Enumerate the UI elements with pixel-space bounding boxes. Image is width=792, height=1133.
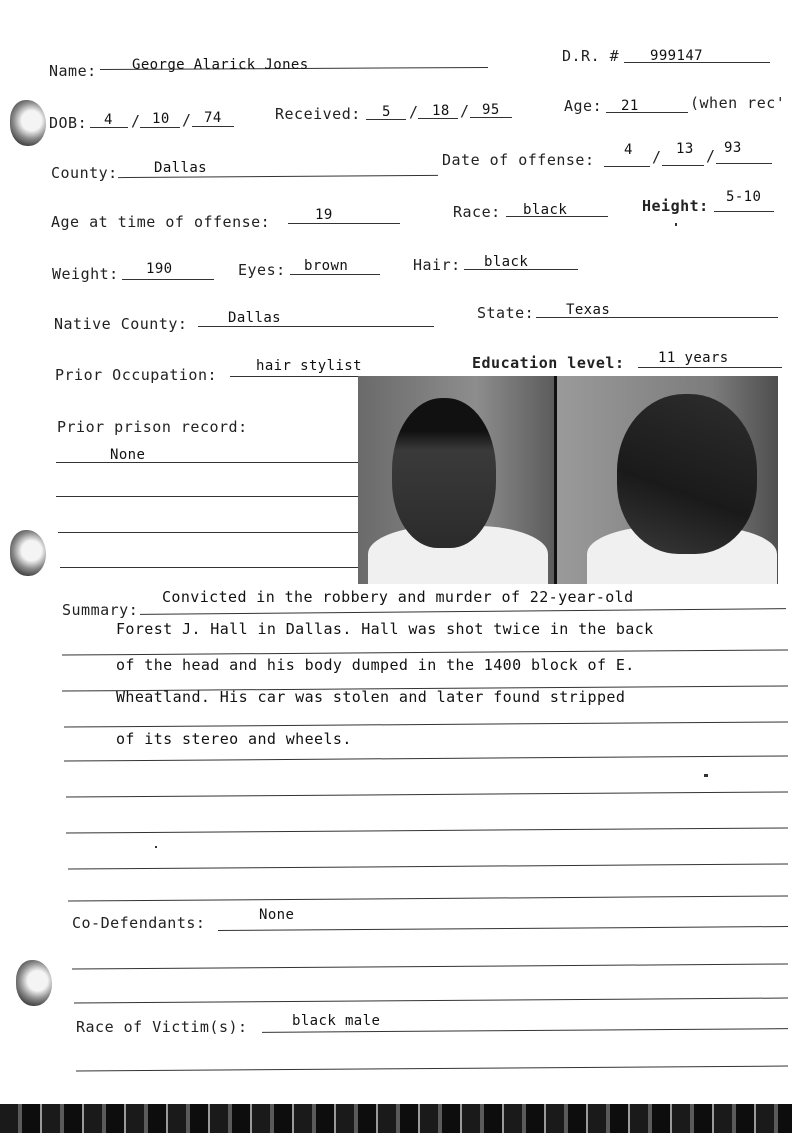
received-sep-2: / <box>460 102 470 120</box>
name-label: Name: <box>49 62 97 80</box>
summary-text-4: Wheatland. His car was stolen and later found stripped <box>116 688 626 706</box>
summary-line-8 <box>68 863 788 869</box>
summary-text-5: of its stereo and wheels. <box>116 730 352 748</box>
prior-record-line-4 <box>60 567 358 568</box>
summary-line-4 <box>64 721 788 727</box>
hair-value: black <box>484 254 529 270</box>
native-county-value: Dallas <box>228 310 281 326</box>
dr-label: D.R. # <box>562 47 620 65</box>
dob-label: DOB: <box>49 114 88 132</box>
received-day: 18 <box>432 103 450 119</box>
summary-line-6 <box>66 791 788 797</box>
age-offense-label: Age at time of offense: <box>51 213 271 231</box>
summary-line-9 <box>68 895 788 901</box>
scan-edge-strip <box>0 1104 792 1133</box>
mugshot-profile <box>557 376 778 584</box>
summary-line-1 <box>140 608 786 615</box>
received-month: 5 <box>382 104 391 120</box>
offense-day: 13 <box>676 141 694 157</box>
dob-day: 10 <box>152 111 170 127</box>
weight-value: 190 <box>146 261 173 277</box>
offense-sep-1: / <box>652 148 662 166</box>
victim-race-line-2 <box>76 1066 788 1072</box>
native-county-label: Native County: <box>54 315 188 333</box>
punch-hole-top <box>10 100 46 146</box>
eyes-line <box>290 274 380 275</box>
offense-month: 4 <box>624 142 633 158</box>
codefendants-label: Co-Defendants: <box>72 914 206 932</box>
dob-sep-2: / <box>182 111 192 129</box>
codefendants-line-3 <box>74 998 788 1004</box>
codefendants-line-2 <box>72 964 788 970</box>
age-line <box>606 112 688 113</box>
offense-date-label: Date of offense: <box>442 151 595 169</box>
dob-day-line <box>140 127 180 128</box>
speck <box>704 774 708 777</box>
age-note: (when rec' <box>690 94 786 112</box>
offense-year: 93 <box>724 140 742 156</box>
received-sep-1: / <box>409 103 419 121</box>
punch-hole-middle <box>10 530 46 576</box>
offense-day-line <box>662 165 704 166</box>
state-label: State: <box>477 304 535 322</box>
summary-text-3: of the head and his body dumped in the 1400 block of E. <box>116 656 635 674</box>
eyes-label: Eyes: <box>238 261 286 279</box>
frontal-head <box>392 398 496 548</box>
punch-hole-bottom <box>16 960 52 1006</box>
summary-label: Summary: <box>62 601 139 619</box>
name-value: George Alarick Jones <box>132 57 309 73</box>
summary-line-7 <box>66 827 788 833</box>
speck <box>675 223 677 226</box>
offense-year-line <box>716 163 772 164</box>
height-line <box>714 211 774 212</box>
dob-year: 74 <box>204 110 222 126</box>
dob-month: 4 <box>104 112 113 128</box>
race-label: Race: <box>453 203 501 221</box>
offense-sep-2: / <box>706 147 716 165</box>
summary-text-2: Forest J. Hall in Dallas. Hall was shot twice in the back <box>116 620 654 638</box>
prior-record-line-1 <box>56 462 358 463</box>
occupation-label: Prior Occupation: <box>55 366 218 384</box>
height-value: 5-10 <box>726 189 762 205</box>
hair-label: Hair: <box>413 256 461 274</box>
prior-record-label: Prior prison record: <box>57 418 248 436</box>
dob-sep-1: / <box>131 112 141 130</box>
education-label: Education level: <box>472 354 625 372</box>
education-line <box>638 367 782 368</box>
dr-value: 999147 <box>650 48 703 64</box>
native-county-line <box>198 326 434 327</box>
age-value: 21 <box>621 98 639 114</box>
age-label: Age: <box>564 97 603 115</box>
county-value: Dallas <box>154 160 207 176</box>
education-value: 11 years <box>658 350 729 366</box>
race-value: black <box>523 202 568 218</box>
received-label: Received: <box>275 105 361 123</box>
summary-line-5 <box>64 755 788 761</box>
offense-month-line <box>604 166 650 167</box>
eyes-value: brown <box>304 258 349 274</box>
mugshot-frontal <box>358 376 554 584</box>
summary-text-1: Convicted in the robbery and murder of 22-year-old <box>162 588 634 606</box>
prior-record-value: None <box>110 447 146 463</box>
codefendants-line-1 <box>218 926 788 931</box>
victim-race-value: black male <box>292 1013 381 1029</box>
weight-line <box>122 279 214 280</box>
dob-year-line <box>192 126 234 127</box>
prior-record-line-3 <box>58 532 358 533</box>
received-year: 95 <box>482 102 500 118</box>
summary-line-2 <box>62 649 788 655</box>
height-label: Height: <box>642 197 709 215</box>
victim-race-label: Race of Victim(s): <box>76 1018 248 1036</box>
profile-head <box>617 394 757 554</box>
county-label: County: <box>51 164 118 182</box>
codefendants-value: None <box>259 907 295 923</box>
weight-label: Weight: <box>52 265 119 283</box>
speck <box>155 846 157 848</box>
mugshot-photos <box>358 376 778 584</box>
age-offense-line <box>288 223 400 224</box>
occupation-value: hair stylist <box>256 358 362 374</box>
state-value: Texas <box>566 302 611 318</box>
age-offense-value: 19 <box>315 207 333 223</box>
prior-record-line-2 <box>56 496 358 497</box>
